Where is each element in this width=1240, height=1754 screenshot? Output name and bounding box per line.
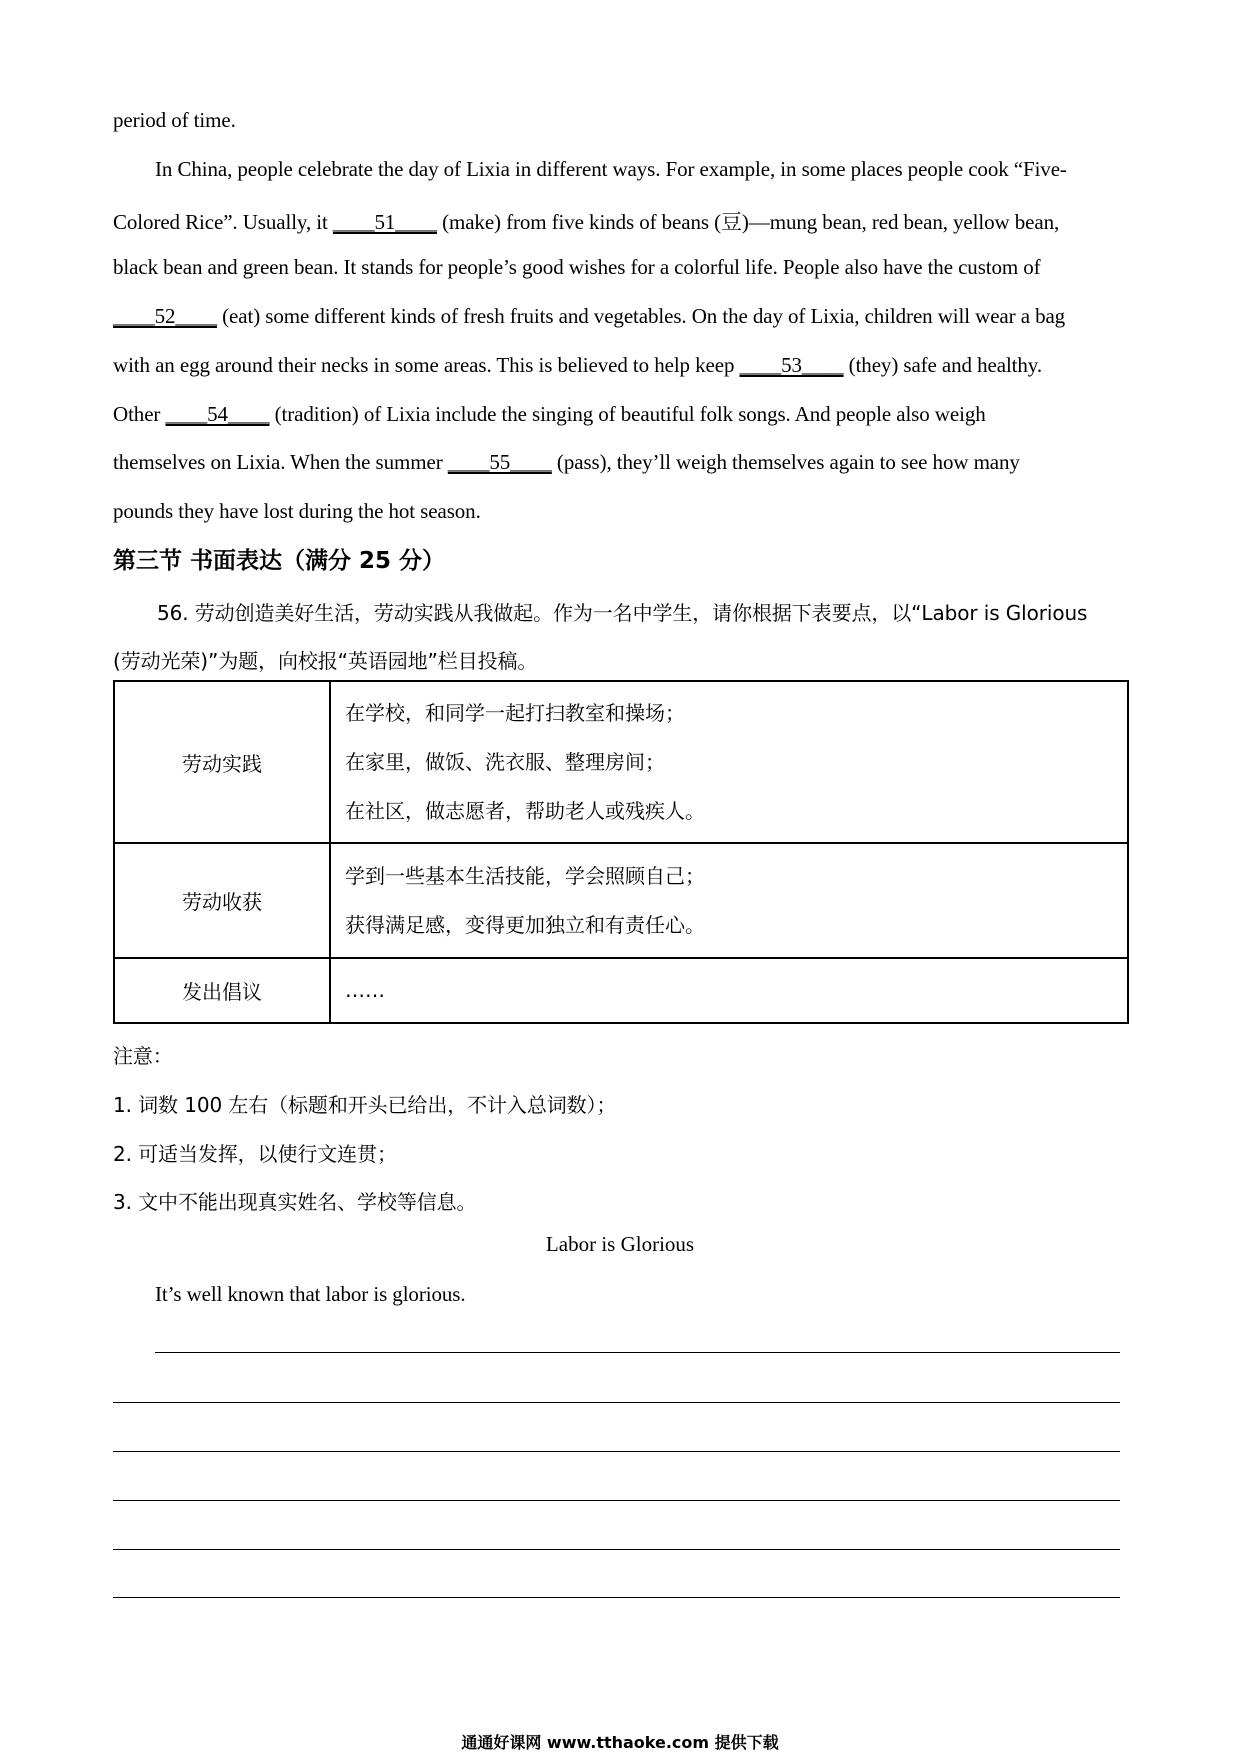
passage-text: with an egg around their necks in some areas. This is believed to help keep	[113, 353, 740, 377]
row-label: 劳动实践	[114, 681, 330, 843]
passage-line	[113, 304, 1065, 329]
essay-opening: It’s well known that labor is glorious.	[155, 1282, 466, 1306]
row-content	[330, 681, 1128, 843]
row-label: 劳动收获	[114, 843, 330, 958]
passage-text: (pass), they’ll weigh themselves again to see how many	[551, 450, 1020, 474]
note-item: 3. 文中不能出现真实姓名、学校等信息。	[113, 1190, 477, 1214]
passage-text: Colored Rice”. Usually, it	[113, 210, 333, 234]
notes-title: 注意：	[113, 1044, 173, 1068]
list-item: 在社区，做志愿者，帮助老人或残疾人。	[345, 798, 705, 823]
page-footer: 通通好课网 www.tthaoke.com 提供下载	[461, 1733, 779, 1752]
blank-55: ____55____	[447, 450, 552, 474]
essay-title: Labor is Glorious	[545, 1232, 695, 1256]
passage-line	[113, 206, 1059, 236]
list-item: ……	[345, 978, 385, 1002]
passage-line	[155, 157, 1067, 182]
passage-text: (eat) some different kinds of fresh fruits and vegetables. On the day of Lixia, children will wear a bag	[217, 304, 1066, 328]
passage-text: (they) safe and healthy.	[843, 353, 1042, 377]
row-label: 发出倡议	[114, 958, 330, 1023]
writing-line	[113, 1549, 1120, 1550]
list-item: 在家里，做饭、洗衣服、整理房间；	[345, 749, 665, 774]
list-item: 获得满足感，变得更加独立和有责任心。	[345, 912, 705, 937]
writing-prompt: 56. 劳动创造美好生活，劳动实践从我做起。作为一名中学生，请你根据下表要点，以“Labor is Glorious	[157, 601, 1088, 625]
passage-line	[113, 353, 1042, 378]
passage-text: period of time.	[113, 108, 236, 132]
note-item: 1. 词数 100 左右（标题和开头已给出，不计入总词数）；	[113, 1093, 617, 1117]
passage-line	[113, 499, 481, 524]
passage-line	[113, 402, 986, 427]
blank-54: ____54____	[165, 402, 270, 426]
blank-53: ____53____	[739, 353, 844, 377]
list-item: 在学校，和同学一起打扫教室和操场；	[345, 700, 685, 725]
passage-line	[113, 450, 1020, 475]
writing-line	[113, 1402, 1120, 1403]
writing-line	[155, 1352, 1120, 1353]
passage-text: Other	[113, 402, 166, 426]
passage-text: In China, people celebrate the day of Lixia in different ways. For example, in some places people cook “Five-	[155, 157, 1067, 181]
table-row	[114, 681, 1128, 843]
row-content	[330, 958, 1128, 1023]
passage-text: (make) from five kinds of beans (豆)—mung bean, red bean, yellow bean,	[436, 210, 1060, 234]
table-row	[114, 958, 1128, 1023]
blank-52: ____52____	[113, 304, 218, 328]
table-row	[114, 843, 1128, 958]
list-item: 学到一些基本生活技能，学会照顾自己；	[345, 863, 705, 888]
passage-text: (tradition) of Lixia include the singing of beautiful folk songs. And people also weigh	[269, 402, 986, 426]
writing-line	[113, 1451, 1120, 1452]
writing-line	[113, 1597, 1120, 1598]
note-item: 2. 可适当发挥，以使行文连贯；	[113, 1142, 397, 1166]
passage-line	[113, 108, 236, 133]
section-heading: 第三节 书面表达（满分 25 分）	[113, 548, 446, 574]
passage-text: pounds they have lost during the hot season.	[113, 499, 481, 523]
writing-prompt: (劳动光荣)”为题，向校报“英语园地”栏目投稿。	[113, 649, 538, 673]
writing-line	[113, 1500, 1120, 1501]
passage-line	[113, 255, 1041, 280]
passage-text: themselves on Lixia. When the summer	[113, 450, 448, 474]
blank-51: ____51____	[332, 210, 437, 234]
row-content	[330, 843, 1128, 958]
passage-text: black bean and green bean. It stands for people’s good wishes for a colorful life. People also have the custom of	[113, 255, 1041, 279]
requirements-table	[113, 680, 1129, 1024]
